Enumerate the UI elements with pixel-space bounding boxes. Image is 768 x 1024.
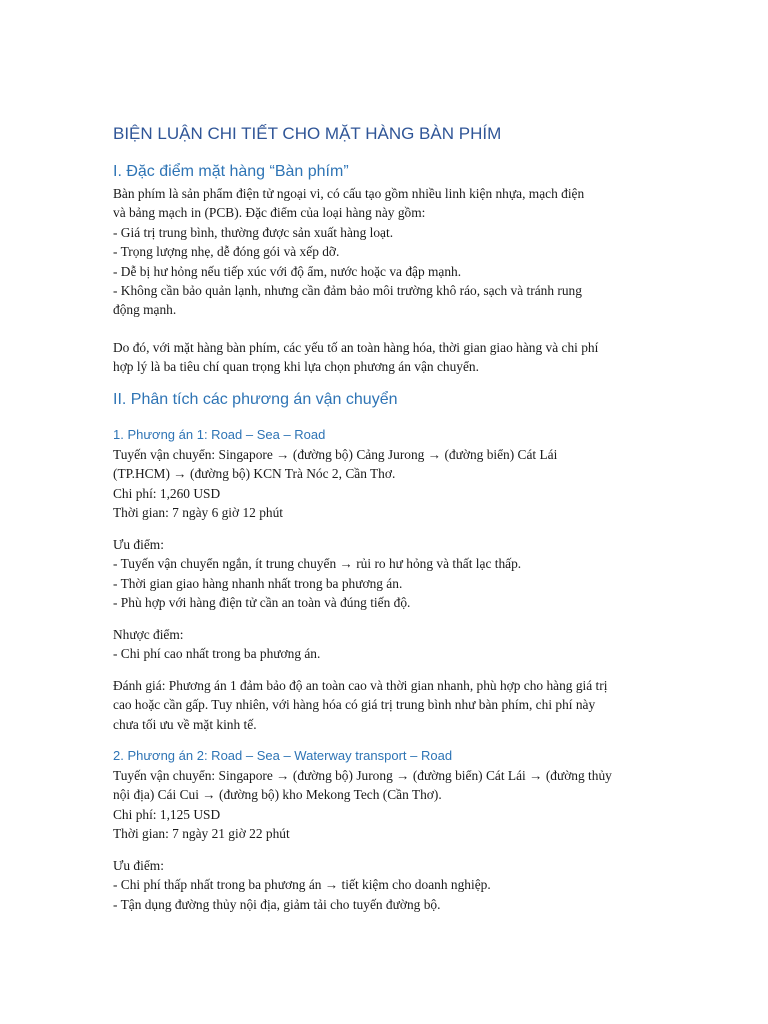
- text-line: Ưu điểm:: [113, 858, 164, 873]
- text-line: - Thời gian giao hàng nhanh nhất trong ba phương án.: [113, 575, 403, 591]
- section-1-conclusion: [113, 338, 598, 377]
- text-line: Tuyến vận chuyển: Singapore → (đường bộ) Cảng Jurong → (đường biển) Cát Lái: [113, 447, 558, 462]
- text-line: nội địa) Cái Cui → (đường bộ) kho Mekong Tech (Cần Thơ).: [113, 787, 442, 803]
- option-2-heading: 2. Phương án 2: Road – Sea – Waterway transport – Road: [113, 748, 453, 763]
- option-2-details: [113, 766, 612, 844]
- option-2-advantages: [113, 856, 491, 914]
- document-title: BIỆN LUẬN CHI TIẾT CHO MẶT HÀNG BÀN PHÍM: [113, 124, 502, 143]
- text-line: Nhược điểm:: [113, 627, 184, 642]
- text-line: Thời gian: 7 ngày 21 giờ 22 phút: [113, 826, 290, 842]
- text-line: Tuyến vận chuyển: Singapore → (đường bộ) Jurong → (đường biển) Cát Lái → (đường thủy: [113, 768, 612, 783]
- text-line: - Không cần bảo quản lạnh, nhưng cần đảm bảo môi trường khô ráo, sạch và tránh rung: [113, 283, 582, 299]
- option-1-heading: 1. Phương án 1: Road – Sea – Road: [113, 427, 326, 442]
- option-1-disadvantages: [113, 625, 320, 664]
- text-line: (TP.HCM) → (đường bộ) KCN Trà Nóc 2, Cần Thơ.: [113, 466, 396, 482]
- option-1-evaluation: [113, 676, 607, 734]
- text-line: động mạnh.: [113, 302, 177, 318]
- text-line: Ưu điểm:: [113, 537, 164, 552]
- text-line: hợp lý là ba tiêu chí quan trọng khi lựa chọn phương án vận chuyển.: [113, 359, 479, 375]
- text-line: Thời gian: 7 ngày 6 giờ 12 phút: [113, 505, 283, 521]
- section-1-heading: I. Đặc điểm mặt hàng “Bàn phím”: [113, 163, 349, 180]
- option-1-details: [113, 445, 557, 523]
- text-line: - Chi phí cao nhất trong ba phương án.: [113, 646, 321, 662]
- text-line: - Trọng lượng nhẹ, dễ đóng gói và xếp dỡ.: [113, 244, 340, 260]
- text-line: - Giá trị trung bình, thường được sản xuất hàng loạt.: [113, 224, 394, 240]
- text-line: Đánh giá: Phương án 1 đảm bảo độ an toàn cao và thời gian nhanh, phù hợp cho hàng giá trị: [113, 678, 608, 693]
- text-line: và bảng mạch in (PCB). Đặc điểm của loại hàng này gồm:: [113, 205, 426, 221]
- text-line: chưa tối ưu về mặt kinh tế.: [113, 716, 257, 732]
- text-line: Bàn phím là sản phẩm điện tử ngoại vi, có cấu tạo gồm nhiều linh kiện nhựa, mạch điện: [113, 186, 585, 201]
- text-line: Chi phí: 1,260 USD: [113, 485, 221, 501]
- section-2-heading: II. Phân tích các phương án vận chuyển: [113, 391, 398, 408]
- text-line: - Tuyến vận chuyển ngắn, ít trung chuyển → rủi ro hư hỏng và thất lạc thấp.: [113, 556, 522, 572]
- option-1-advantages: [113, 535, 521, 613]
- text-line: Do đó, với mặt hàng bàn phím, các yếu tố an toàn hàng hóa, thời gian giao hàng và chi phí: [113, 340, 599, 355]
- text-line: - Chi phí thấp nhất trong ba phương án → tiết kiệm cho doanh nghiệp.: [113, 877, 491, 893]
- text-line: Chi phí: 1,125 USD: [113, 806, 221, 822]
- text-line: - Dễ bị hư hỏng nếu tiếp xúc với độ ẩm, nước hoặc va đập mạnh.: [113, 263, 462, 279]
- text-line: - Phù hợp với hàng điện tử cần an toàn và đúng tiến độ.: [113, 595, 411, 611]
- text-line: - Tận dụng đường thủy nội địa, giảm tải cho tuyến đường bộ.: [113, 896, 441, 912]
- section-1-intro: [113, 184, 584, 320]
- text-line: cao hoặc cần gấp. Tuy nhiên, với hàng hóa có giá trị trung bình như bàn phím, chi phí này: [113, 697, 596, 713]
